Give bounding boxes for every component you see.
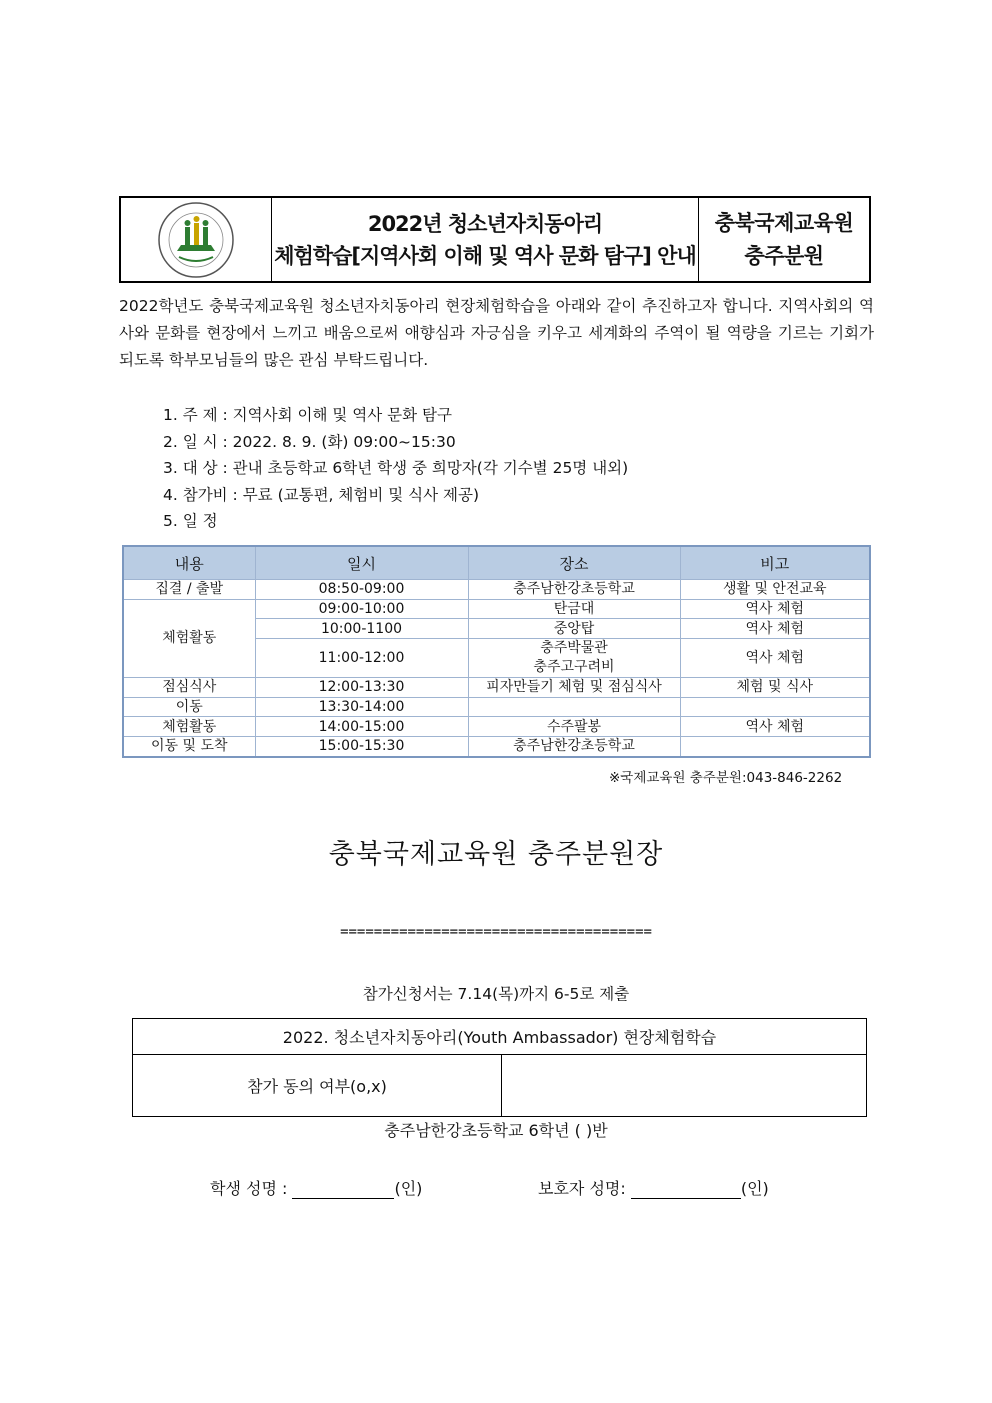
header-box bbox=[119, 196, 871, 283]
cell-place-line-2: 충주고구려비 bbox=[533, 659, 615, 676]
table-row bbox=[123, 697, 870, 717]
info-schedule-label: 5. 일 정 bbox=[163, 512, 218, 531]
cell-note: 역사 체험 bbox=[680, 599, 870, 619]
institute-logo-icon bbox=[157, 201, 235, 279]
cell-content: 체험활동 bbox=[123, 717, 255, 737]
student-name-field[interactable] bbox=[292, 1180, 394, 1199]
guardian-seal: (인) bbox=[740, 1179, 769, 1198]
table-row bbox=[123, 717, 870, 737]
cell-content: 집결 / 출발 bbox=[123, 580, 255, 600]
cell-place bbox=[468, 639, 680, 678]
header-content: 내용 bbox=[123, 546, 255, 580]
schedule-table bbox=[122, 545, 871, 758]
cell-time: 11:00-12:00 bbox=[255, 639, 468, 678]
logo-cell bbox=[121, 198, 272, 281]
header-place: 장소 bbox=[468, 546, 680, 580]
cell-content: 이동 bbox=[123, 697, 255, 717]
form-title: 2022. 청소년자치동아리(Youth Ambassador) 현장체험학습 bbox=[133, 1019, 867, 1055]
cell-time: 09:00-10:00 bbox=[255, 599, 468, 619]
contact-note: ※국제교육원 충주분원:043-846-2262 bbox=[609, 770, 843, 786]
org-line-1: 충북국제교육원 bbox=[714, 210, 854, 235]
info-list bbox=[163, 402, 628, 535]
cell-note: 역사 체험 bbox=[680, 717, 870, 737]
cell-content: 점심식사 bbox=[123, 678, 255, 698]
cell-time: 10:00-1100 bbox=[255, 619, 468, 639]
cut-divider: ===================================== bbox=[340, 924, 652, 940]
cell-content: 체험활동 bbox=[123, 599, 255, 677]
cell-note: 생활 및 안전교육 bbox=[680, 580, 870, 600]
consent-input-cell[interactable] bbox=[502, 1055, 867, 1117]
guardian-label: 보호자 성명: bbox=[538, 1179, 626, 1198]
info-fee: 4. 참가비 : 무료 (교통편, 체험비 및 식사 제공) bbox=[163, 485, 480, 504]
cell-place bbox=[468, 697, 680, 717]
cell-place: 충주남한강초등학교 bbox=[468, 580, 680, 600]
cell-place: 수주팔봉 bbox=[468, 717, 680, 737]
cell-note bbox=[680, 737, 870, 757]
deadline-note: 참가신청서는 7.14(목)까지 6-5로 제출 bbox=[362, 985, 630, 1003]
class-line: 충주남한강초등학교 6학년 ( )반 bbox=[384, 1121, 608, 1140]
student-label: 학생 성명 : bbox=[210, 1179, 288, 1198]
info-date: 2. 일 시 : 2022. 8. 9. (화) 09:00~15:30 bbox=[163, 432, 456, 451]
table-row bbox=[123, 678, 870, 698]
guardian-signature bbox=[538, 1176, 769, 1199]
student-seal: (인) bbox=[394, 1179, 423, 1198]
header-time: 일시 bbox=[255, 546, 468, 580]
cell-time: 13:30-14:00 bbox=[255, 697, 468, 717]
org-cell bbox=[699, 198, 869, 281]
cell-time: 08:50-09:00 bbox=[255, 580, 468, 600]
table-row bbox=[123, 599, 870, 619]
title-line-1: 2022년 청소년자치동아리 bbox=[367, 211, 603, 236]
cell-note: 역사 체험 bbox=[680, 639, 870, 678]
cell-content: 이동 및 도착 bbox=[123, 737, 255, 757]
info-target: 3. 대 상 : 관내 초등학교 6학년 학생 중 희망자(각 기수별 25명 내외) bbox=[163, 459, 629, 478]
table-row bbox=[123, 580, 870, 600]
title-line-2: 체험학습[지역사회 이해 및 역사 문화 탐구] 안내 bbox=[274, 243, 696, 268]
cell-place: 중앙탑 bbox=[468, 619, 680, 639]
cell-time: 14:00-15:00 bbox=[255, 717, 468, 737]
header-note: 비고 bbox=[680, 546, 870, 580]
consent-form-table bbox=[132, 1018, 867, 1117]
info-topic: 1. 주 제 : 지역사회 이해 및 역사 문화 탐구 bbox=[163, 406, 452, 424]
cell-time: 15:00-15:30 bbox=[255, 737, 468, 757]
student-signature bbox=[210, 1176, 422, 1199]
signature-title: 충북국제교육원 충주분원장 bbox=[328, 839, 664, 870]
title-cell bbox=[272, 198, 699, 281]
cell-place-line-1: 충주박물관 bbox=[540, 640, 608, 657]
consent-label: 참가 동의 여부(o,x) bbox=[133, 1055, 502, 1117]
table-row bbox=[123, 737, 870, 757]
guardian-name-field[interactable] bbox=[631, 1180, 741, 1199]
schedule-header-row bbox=[123, 546, 870, 580]
cell-place: 피자만들기 체험 및 점심식사 bbox=[468, 678, 680, 698]
cell-note bbox=[680, 697, 870, 717]
org-line-2: 충주분원 bbox=[744, 243, 824, 268]
cell-note: 체험 및 식사 bbox=[680, 678, 870, 698]
cell-time: 12:00-13:30 bbox=[255, 678, 468, 698]
cell-note: 역사 체험 bbox=[680, 619, 870, 639]
cell-place: 탄금대 bbox=[468, 599, 680, 619]
intro-paragraph: 2022학년도 충북국제교육원 청소년자치동아리 현장체험학습을 아래와 같이 추진하고자 합니다. 지역사회의 역사와 문화를 현장에서 느끼고 배움으로써 애향심과 자긍심을 키우고 세계화의 주역이 될 역량을 기르는 기회가 되도록 학부모님들의 많은 관심 부탁드립니다. bbox=[119, 297, 874, 369]
cell-place: 충주남한강초등학교 bbox=[468, 737, 680, 757]
